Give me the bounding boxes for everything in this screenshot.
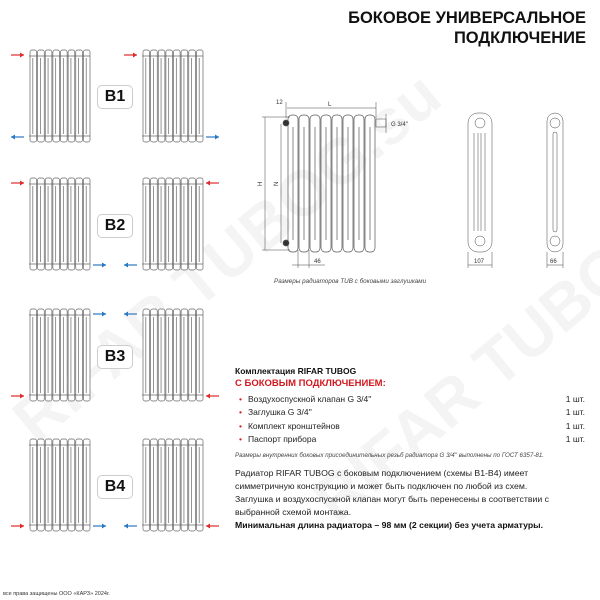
item-name: Заглушка G 3/4'' — [247, 407, 312, 418]
radiator-icon — [142, 439, 203, 531]
scheme-label-b2: В2 — [97, 214, 133, 238]
description — [235, 467, 585, 532]
radiator-icon — [142, 178, 203, 270]
item-name: Паспорт прибора — [247, 434, 317, 445]
title-line-1: БОКОВОЕ УНИВЕРСАЛЬНОЕ — [348, 9, 586, 27]
radiator-icon — [29, 439, 90, 531]
description-p3: Минимальная длина радиатора – 98 мм (2 секции) без учета арматуры. — [235, 520, 544, 530]
return-arrow-icon — [124, 524, 137, 529]
scheme-label-b4: В4 — [97, 475, 133, 499]
supply-arrow-icon — [124, 53, 137, 58]
dim-66: 66 — [550, 259, 557, 265]
kit-list — [235, 392, 585, 446]
bullet-icon: • — [239, 434, 242, 445]
return-arrow-icon — [93, 524, 106, 529]
radiator-icon — [29, 309, 90, 401]
thread-note: Размеры внутренних боковых присоединительных резьб радиатора G 3/4'' выполнены по ГОСТ 6357-81. — [235, 452, 544, 459]
item-qty: 1 шт. — [565, 393, 585, 404]
radiator-icon — [29, 50, 90, 142]
supply-arrow-icon — [11, 394, 24, 399]
list-item — [235, 392, 585, 406]
page-title — [348, 8, 586, 48]
bullet-icon: • — [239, 407, 242, 418]
list-item — [235, 406, 585, 420]
drawing-caption: Размеры радиаторов TUB с боковыми заглушками — [274, 278, 427, 285]
return-arrow-icon — [11, 135, 24, 140]
dim-107: 107 — [474, 259, 485, 265]
dim-h: H — [258, 181, 264, 186]
bullet-icon: • — [239, 420, 242, 431]
item-name: Комплект кронштейнов — [247, 420, 340, 431]
supply-arrow-icon — [11, 53, 24, 58]
thread-label: G 3/4'' — [391, 122, 408, 128]
copyright: все права защищены ООО «КАРЗ» 2024г. — [3, 591, 110, 597]
kit-subtitle: С БОКОВЫМ ПОДКЛЮЧЕНИЕМ: — [235, 378, 386, 389]
kit-section — [235, 366, 585, 459]
return-arrow-icon — [93, 312, 106, 317]
kit-title: Комплектация RIFAR TUBOG — [235, 366, 357, 376]
return-arrow-icon — [206, 135, 219, 140]
supply-arrow-icon — [11, 181, 24, 186]
list-item — [235, 433, 585, 447]
dim-12: 12 — [276, 100, 283, 106]
bullet-icon: • — [239, 393, 242, 404]
dim-46: 46 — [314, 259, 321, 265]
supply-arrow-icon — [206, 181, 219, 186]
scheme-label-b1: В1 — [97, 85, 133, 109]
return-arrow-icon — [93, 263, 106, 268]
supply-arrow-icon — [206, 394, 219, 399]
title-line-2: ПОДКЛЮЧЕНИЕ — [453, 29, 586, 47]
supply-arrow-icon — [206, 524, 219, 529]
supply-arrow-icon — [11, 524, 24, 529]
item-qty: 1 шт. — [565, 420, 585, 431]
radiator-icon — [142, 309, 203, 401]
item-qty: 1 шт. — [565, 407, 585, 418]
return-arrow-icon — [124, 312, 137, 317]
description-p1: Радиатор RIFAR TUBOG с боковым подключением (схемы В1-В4) имеет симметричную конструкцию и может быть подключен по любой из схем. — [235, 468, 529, 491]
description-p2: Заглушка и воздухоспускной клапан могут быть перенесены в соответствии с выбранной схемой монтажа. — [235, 494, 549, 517]
scheme-label-b3: В3 — [97, 345, 133, 369]
dim-l: L — [328, 102, 332, 108]
radiator-icon — [142, 50, 203, 142]
return-arrow-icon — [124, 263, 137, 268]
dim-n: N — [274, 181, 280, 186]
list-item — [235, 419, 585, 433]
item-qty: 1 шт. — [565, 434, 585, 445]
item-name: Воздухоспускной клапан G 3/4'' — [247, 393, 372, 404]
radiator-icon — [29, 178, 90, 270]
